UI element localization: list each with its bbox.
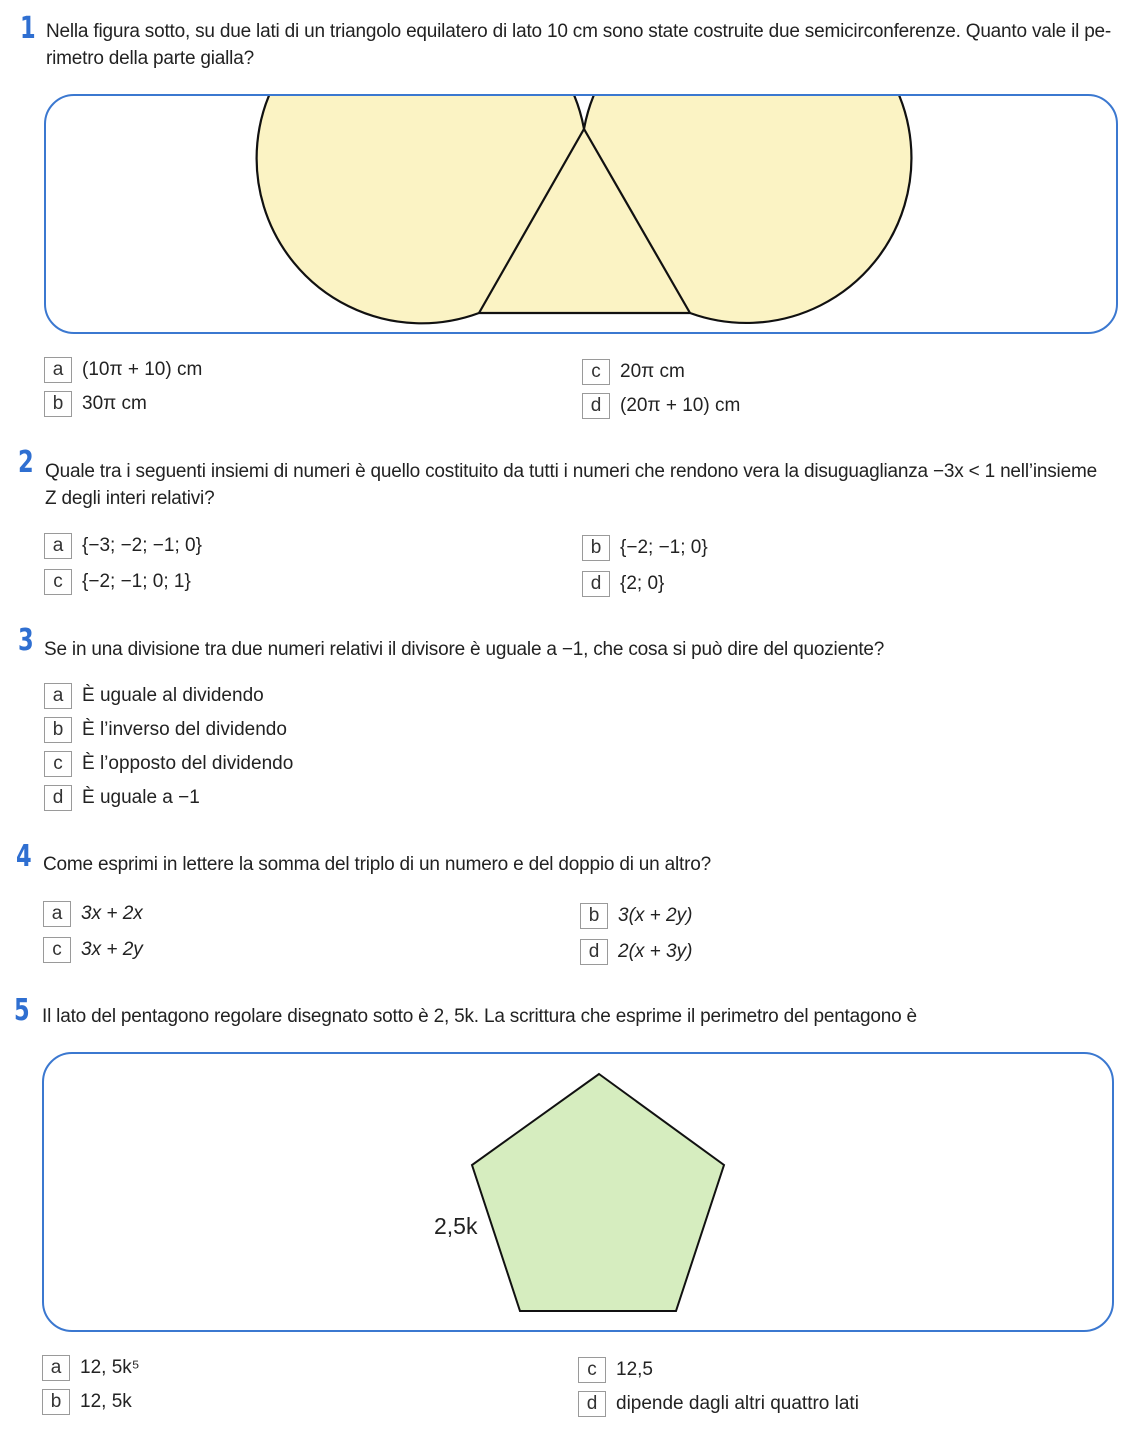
question-text-4: Come esprimi in lettere la somma del triplo di un numero e del doppio di un altro?: [43, 854, 711, 875]
option-5c[interactable]: [578, 1356, 653, 1384]
option-text: {2; 0}: [620, 573, 665, 594]
option-letter: a: [42, 1355, 70, 1381]
option-text: (10π + 10) cm: [82, 359, 203, 380]
question-text-1-line1: Nella figura sotto, su due lati di un triangolo equilatero di lato 10 cm sono state costruite due semicirconferenze. Quanto vale il pe-: [46, 21, 1112, 42]
option-2b[interactable]: [582, 534, 708, 562]
option-3a[interactable]: [44, 682, 264, 710]
option-text: 12,5: [616, 1359, 653, 1380]
option-text: {−2; −1; 0; 1}: [82, 571, 191, 592]
option-text: È uguale al dividendo: [82, 685, 264, 706]
option-text: 20π cm: [620, 361, 685, 382]
option-3d[interactable]: [44, 784, 200, 812]
option-text: È uguale a −1: [82, 787, 200, 808]
question-number-4: 4: [16, 839, 32, 874]
option-1d[interactable]: [582, 392, 740, 420]
question-number-5: 5: [14, 993, 30, 1028]
option-letter: c: [44, 751, 72, 777]
option-letter: b: [582, 535, 610, 561]
option-1c[interactable]: [582, 358, 685, 386]
option-letter: c: [582, 359, 610, 385]
option-4c[interactable]: [43, 936, 143, 964]
option-letter: d: [578, 1391, 606, 1417]
question-text-2: [45, 458, 1097, 512]
option-3b[interactable]: [44, 716, 287, 744]
option-4a[interactable]: [43, 900, 143, 928]
option-2d[interactable]: [582, 570, 664, 598]
option-letter: d: [580, 939, 608, 965]
option-4b[interactable]: [580, 902, 692, 930]
option-letter: d: [582, 393, 610, 419]
option-text: È l’inverso del dividendo: [82, 719, 287, 740]
option-letter: b: [42, 1389, 70, 1415]
question-number-1: 1: [20, 11, 36, 46]
option-text: {−2; −1; 0}: [620, 537, 708, 558]
option-letter: d: [582, 571, 610, 597]
option-text: È l’opposto del dividendo: [82, 753, 294, 774]
option-text: 30π cm: [82, 393, 147, 414]
option-letter: c: [578, 1357, 606, 1383]
option-5d[interactable]: [578, 1390, 859, 1418]
option-letter: a: [44, 683, 72, 709]
figure-box-1: [44, 94, 1118, 334]
option-text: dipende dagli altri quattro lati: [616, 1393, 859, 1414]
option-1a[interactable]: [44, 356, 202, 384]
option-3c[interactable]: [44, 750, 293, 778]
option-text: {−3; −2; −1; 0}: [82, 535, 202, 556]
option-letter: d: [44, 785, 72, 811]
option-letter: a: [43, 901, 71, 927]
option-letter: b: [44, 391, 72, 417]
triangle-semicircles-figure: [46, 96, 1116, 332]
question-text-1-line2: rimetro della parte gialla?: [46, 48, 254, 69]
option-2c[interactable]: [44, 568, 191, 596]
question-text-5: Il lato del pentagono regolare disegnato sotto è 2, 5k. La scrittura che esprime il perimetro del pentagono è: [42, 1006, 917, 1027]
question-text-3: Se in una divisione tra due numeri relativi il divisore è uguale a −1, che cosa si può dire del quoziente?: [44, 639, 885, 660]
option-text: 3x + 2x: [81, 903, 143, 924]
option-letter: c: [44, 569, 72, 595]
question-text-1: [46, 18, 1111, 72]
option-5b[interactable]: [42, 1388, 132, 1416]
question-number-2: 2: [18, 445, 34, 480]
option-text: (20π + 10) cm: [620, 395, 741, 416]
question-text-2-line2: Z degli interi relativi?: [45, 488, 215, 509]
question-number-3: 3: [18, 623, 34, 658]
option-5a[interactable]: [42, 1354, 140, 1382]
pentagon: [472, 1074, 724, 1311]
option-text: 2(x + 3y): [618, 941, 693, 962]
option-1b[interactable]: [44, 390, 147, 418]
option-4d[interactable]: [580, 938, 692, 966]
question-text-2-line1: Quale tra i seguenti insiemi di numeri è quello costituito da tutti i numeri che rendono vera la disuguaglianza −3x < 1 nell’insieme: [45, 461, 1097, 482]
option-text: 12, 5k: [80, 1391, 132, 1412]
option-text: 3(x + 2y): [618, 905, 693, 926]
option-2a[interactable]: [44, 532, 202, 560]
figure-box-5: [42, 1052, 1114, 1332]
option-text: 12, 5k⁵: [80, 1357, 140, 1378]
pentagon-side-label: 2,5k: [434, 1213, 478, 1239]
option-letter: a: [44, 357, 72, 383]
option-letter: b: [44, 717, 72, 743]
option-letter: b: [580, 903, 608, 929]
option-letter: a: [44, 533, 72, 559]
pentagon-figure: [44, 1054, 1112, 1330]
option-letter: c: [43, 937, 71, 963]
option-text: 3x + 2y: [81, 939, 143, 960]
